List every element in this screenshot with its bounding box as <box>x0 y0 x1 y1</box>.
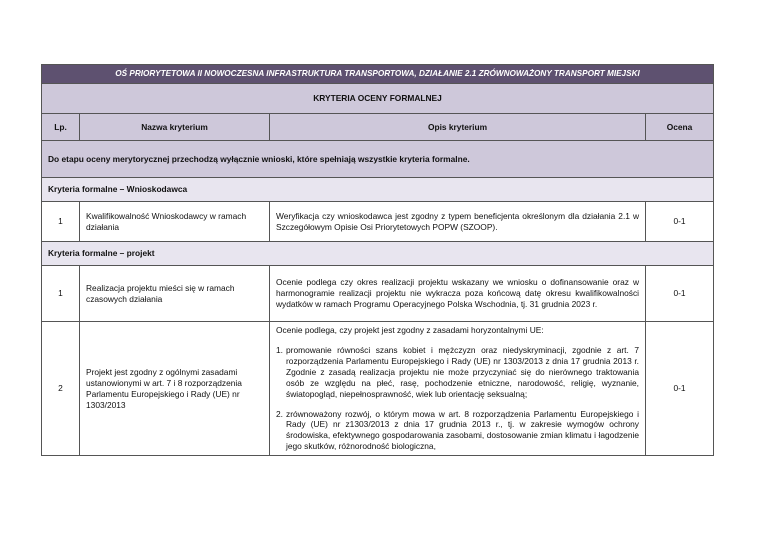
row-number: 1 <box>42 202 80 242</box>
list-item-text: zrównoważony rozwój, o którym mowa w art. 8 rozporządzenia Parlamentu Europejskiego i Rady (UE) nr z1303/2013 z dnia 17 grudnia 2013 r., tj. w zakresie wymogów ochrony środowiska, efektywnego gospodarowania zasobami, dostosowanie zmian klimatu i łagodzenie jego skutków, różnorodność biologiczna, <box>286 408 639 452</box>
criterion-score: 0-1 <box>646 322 714 456</box>
list-item-text: promowanie równości szans kobiet i mężczyzn oraz niedyskryminacji, zgodnie z art. 7 rozporządzenia Parlamentu Europejskiego i Rady (UE) nr 1303/2013 z dnia 17 grudnia 2013 r. Zgodnie z zasadą realizacja projektu nie może przyczyniać się do nierównego traktowania osób ze względu na płeć, rasę, pochodzenie etniczne, narodowość, religię, wyznanie, światopogląd, niepełnosprawność, wiek lub orientację seksualną; <box>286 344 639 399</box>
section-title: KRYTERIA OCENY FORMALNEJ <box>42 84 714 114</box>
column-header-description: Opis kryterium <box>270 114 646 141</box>
column-header-lp: Lp. <box>42 114 80 141</box>
priority-axis-banner: OŚ PRIORYTETOWA II NOWOCZESNA INFRASTRUKTURA TRANSPORTOWA, DZIAŁANIE 2.1 ZRÓWNOWAŻONY TRANSPORT MIEJSKI <box>42 65 714 84</box>
list-item <box>276 345 639 400</box>
description-intro: Ocenie podlega, czy projekt jest zgodny z zasadami horyzontalnymi UE: <box>276 325 544 335</box>
list-item-number: 1. <box>276 344 283 355</box>
list-item-number: 2. <box>276 408 283 419</box>
column-header-score: Ocena <box>646 114 714 141</box>
criterion-name: Realizacja projektu mieści się w ramach czasowych działania <box>80 266 270 322</box>
criterion-description: Ocenie podlega czy okres realizacji projektu wskazany we wniosku o dofinansowanie oraz w harmonogramie realizacji projektu nie wykracza poza końcową datę okresu kwalifikowalności wydatków w ramach Programu Operacyjnego Polska Wschodnia, tj. 31 grudnia 2023 r. <box>270 266 646 322</box>
criterion-score: 0-1 <box>646 202 714 242</box>
table-row <box>42 202 714 242</box>
info-note: Do etapu oceny merytorycznej przechodzą wyłącznie wnioski, które spełniają wszystkie kryteria formalne. <box>42 141 714 178</box>
row-number: 2 <box>42 322 80 456</box>
criterion-name: Kwalifikowalność Wnioskodawcy w ramach działania <box>80 202 270 242</box>
table-row <box>42 322 714 456</box>
group-header-project: Kryteria formalne – projekt <box>42 242 714 266</box>
list-item <box>276 409 639 453</box>
criterion-name: Projekt jest zgodny z ogólnymi zasadami ustanowionymi w art. 7 i 8 rozporządzenia Parlamentu Europejskiego i Rady (UE) nr 1303/2013 <box>80 322 270 456</box>
criterion-description: Weryfikacja czy wnioskodawca jest zgodny z typem beneficjenta określonym dla działania 2.1 w Szczegółowym Opisie Osi Priorytetowych POPW (SZOOP). <box>270 202 646 242</box>
row-number: 1 <box>42 266 80 322</box>
table-row <box>42 266 714 322</box>
criterion-description <box>270 322 646 456</box>
column-header-row <box>42 114 714 141</box>
column-header-name: Nazwa kryterium <box>80 114 270 141</box>
criteria-table <box>41 64 714 456</box>
criterion-score: 0-1 <box>646 266 714 322</box>
group-header-applicant: Kryteria formalne – Wnioskodawca <box>42 178 714 202</box>
